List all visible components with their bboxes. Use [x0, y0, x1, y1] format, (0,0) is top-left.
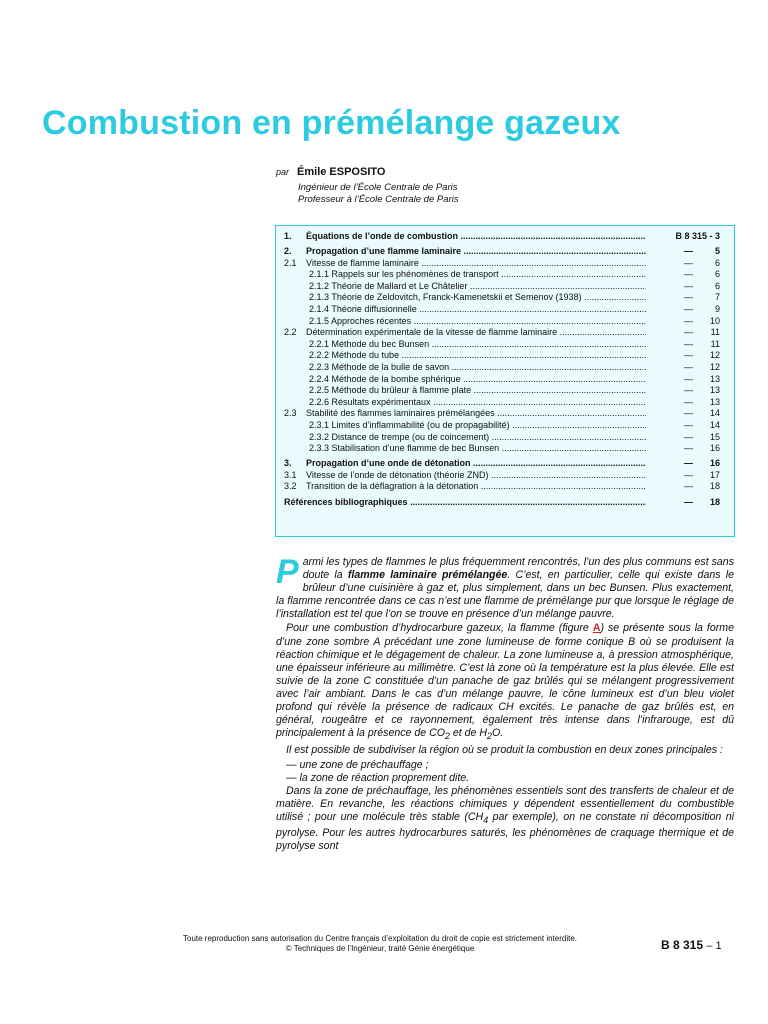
- toc-entry-page: 16: [709, 458, 720, 469]
- toc-entry-page: B 8 315 - 3: [675, 231, 720, 241]
- toc-entry-title: 2.2.3 Méthode de la bulle de savon .....: [309, 362, 646, 374]
- toc-entry-title: 2.1.4 Théorie diffusionnelle .....: [309, 304, 646, 316]
- toc-entry-dash: —: [684, 373, 693, 384]
- toc-entry-title: Vitesse de l’onde de détonation (théorie ZND) .....: [306, 470, 646, 482]
- toc-entry[interactable]: [284, 408, 726, 420]
- toc-entry-dash: —: [684, 315, 693, 326]
- toc-entry-number: 1.: [284, 231, 292, 241]
- toc-entry-number: 3.: [284, 458, 292, 469]
- author-affiliations: [298, 182, 459, 206]
- toc-entry-title: 2.3.1 Limites d’inflammabilité (ou de propagabilité) .....: [309, 420, 646, 432]
- toc-entry-page: 15: [709, 431, 720, 442]
- toc-entry-page: 14: [709, 408, 720, 419]
- toc-entry-title: Transition de la déflagration à la détonation .....: [306, 481, 646, 493]
- paragraph-3: Il est possible de subdiviser la région où se produit la combustion en deux zones principales :: [286, 744, 723, 757]
- toc-entry-page: 16: [709, 443, 720, 454]
- toc-entry-dash: —: [684, 469, 693, 480]
- toc-entry[interactable]: [284, 316, 726, 328]
- toc-entry-dash: —: [684, 396, 693, 407]
- toc-entry-title: 2.1.3 Théorie de Zeldovitch, Franck-Kamenetskii et Semenov (1938) .....: [309, 292, 646, 304]
- toc-entry-page: 14: [709, 420, 720, 430]
- copyright-line-2: © Techniques de l’Ingénieur, traité Génie énergétique: [285, 944, 475, 953]
- paragraph-4: Dans la zone de préchauffage, les phénomènes essentiels sont des transferts de chaleur et de matière. En revanche, les réactions chimiques y dépendent essentiellement du combustible utilisé ; pour une molécule très stable ($CH_4$ par exemple), on ne constate ni décomposition ni pyrolyse. Pour les autres hydrocarbures saturés, les phénomènes de craquage thermique et de pyrolyse sont: [276, 784, 734, 853]
- highlight-term: flamme laminaire prémélangée: [347, 569, 508, 582]
- toc-entry-page: 13: [709, 385, 720, 396]
- toc-entry[interactable]: [284, 258, 726, 270]
- toc-entry-number: 3.2: [284, 481, 297, 492]
- toc-entry-dash: —: [684, 431, 693, 442]
- toc-entry-page: 11: [710, 338, 720, 349]
- toc-entry-page: 10: [709, 315, 720, 326]
- toc-entry-title: Stabilité des flammes laminaires prémélangées .....: [306, 408, 646, 420]
- copyright-line-1: Toute reproduction sans autorisation du Centre français d’exploitation du droit de copie est strictement interdite.: [183, 934, 577, 943]
- toc-entry-title: 2.3.2 Distance de trempe (ou de coincement) .....: [309, 432, 646, 444]
- toc-entry-title: 2.2.4 Méthode de la bombe sphérique .....: [309, 374, 646, 386]
- toc-entry-page: 12: [709, 362, 720, 373]
- toc-entry[interactable]: [284, 470, 726, 482]
- toc-entry-page: 5: [714, 246, 720, 257]
- toc-entry-page: 6: [714, 269, 720, 280]
- toc-entry-page: 13: [709, 396, 720, 407]
- toc-entry-title: 2.1.1 Rappels sur les phénomènes de transport .....: [309, 269, 646, 281]
- toc-entry-title: Propagation d’une onde de détonation .....: [306, 458, 646, 470]
- toc-entry-dash: —: [684, 362, 693, 373]
- toc-entry-dash: —: [684, 408, 693, 419]
- toc-entry-page: 18: [709, 496, 720, 507]
- toc-entry-title: Détermination expérimentale de la vitesse de flamme laminaire .....: [306, 327, 646, 339]
- toc-entry[interactable]: [284, 292, 726, 304]
- toc-entry-number: 2.: [284, 246, 292, 257]
- drop-cap: P: [276, 553, 299, 591]
- toc-entry-title: Propagation d’une flamme laminaire .....: [306, 246, 646, 258]
- toc-entry-dash: —: [684, 458, 693, 469]
- toc-entry[interactable]: [284, 432, 726, 444]
- toc-entry-number: 3.1: [284, 469, 297, 480]
- toc-entry-dash: —: [684, 338, 693, 349]
- toc-entry-page: 6: [714, 257, 720, 268]
- toc-entry-dash: —: [684, 420, 693, 430]
- toc-entry-title: 2.2.1 Méthode du bec Bunsen .....: [309, 339, 646, 351]
- toc-entry-title: 2.2.6 Résultats expérimentaux .....: [309, 397, 646, 409]
- toc-entry-page: 7: [714, 292, 720, 303]
- toc-entry-title: 2.1.2 Théorie de Mallard et Le Châtelier .....: [309, 281, 646, 293]
- toc-entry-dash: —: [684, 350, 693, 361]
- toc-entry-dash: —: [684, 481, 693, 492]
- toc-entry-number: 2.1: [284, 257, 297, 268]
- toc-entry-dash: —: [684, 280, 693, 291]
- toc-entry[interactable]: [284, 385, 726, 397]
- toc-entry-title: 2.2.5 Méthode du brûleur à flamme plate .....: [309, 385, 646, 397]
- toc-entry[interactable]: [284, 397, 726, 409]
- page-reference: [661, 938, 722, 952]
- article-body: [276, 553, 734, 854]
- toc-entry-dash: —: [684, 385, 693, 396]
- toc-entry-number: 2.3: [284, 408, 297, 419]
- author-by: par: [276, 167, 290, 177]
- toc-entry-dash: —: [684, 257, 693, 268]
- toc-entry-dash: —: [684, 327, 693, 338]
- document-title: Combustion en prémélange gazeux: [42, 104, 621, 142]
- page-number: – 1: [706, 940, 722, 952]
- toc-entry-page: 17: [709, 469, 720, 480]
- toc-entry[interactable]: [284, 246, 726, 258]
- toc-entry-title: 2.2.2 Méthode du tube .....: [309, 350, 646, 362]
- toc-entry-dash: —: [684, 496, 693, 507]
- affiliation-2: Professeur à l’École Centrale de Paris: [298, 194, 459, 205]
- toc-entry[interactable]: [284, 327, 726, 339]
- toc-entry-title: Références bibliographiques .....: [284, 497, 646, 509]
- toc-entry-dash: —: [684, 292, 693, 303]
- toc-entry[interactable]: [284, 420, 726, 432]
- toc-entry-page: 11: [710, 327, 720, 338]
- toc-entry-page: 6: [714, 280, 720, 291]
- document-code: B 8 315: [661, 938, 704, 952]
- toc-entry-dash: —: [684, 269, 693, 280]
- paragraph-2: Pour une combustion d’hydrocarbure gazeux, la flamme (figure A) se présente sous la forme d’une zone sombre A précédant une zone lumineuse de forme conique B où se produisent la réaction chimique et le dégagement de chaleur. La zone lumineuse a, à pression atmosphérique, une épaisseur inférieure au millimètre. C’est là zone où la température est la plus élevée. Elle est suivie de la zone C constituée d’un panache de gaz brûlés qui se mélangent progressivement avec l’air ambiant. Dans le cas d’un mélange pauvre, le cône lumineux est d’un bleu violet profond qui révèle la présence de radicaux CH excités. Le panache de gaz brûlés est, en général, rougeâtre et ce rayonnement, également très intense dans l’infrarouge, est dû principalement à la présence de $CO_2$ et de $H_2O$.: [276, 622, 734, 742]
- toc-entry-title: Vitesse de flamme laminaire .....: [306, 258, 646, 270]
- affiliation-1: Ingénieur de l’École Centrale de Paris: [298, 182, 458, 193]
- toc-entry[interactable]: [284, 443, 726, 455]
- table-of-contents: [275, 225, 735, 537]
- toc-entry[interactable]: [284, 281, 726, 293]
- toc-entry-number: 2.2: [284, 327, 297, 338]
- toc-entry-dash: —: [684, 246, 693, 257]
- toc-entry[interactable]: [284, 231, 726, 243]
- toc-entry-title: Équations de l’onde de combustion .....: [306, 231, 646, 243]
- toc-entry[interactable]: [284, 458, 726, 470]
- copyright-notice: [100, 934, 660, 954]
- toc-entry-page: 18: [709, 481, 720, 492]
- figure-link[interactable]: A: [592, 622, 601, 635]
- toc-entry-dash: —: [684, 443, 693, 454]
- toc-entry-title: 2.3.3 Stabilisation d’une flamme de bec Bunsen .....: [309, 443, 646, 455]
- toc-entry-dash: —: [684, 304, 693, 315]
- toc-entry-page: 13: [709, 373, 720, 384]
- author-line: [276, 166, 385, 178]
- paragraph-1: Parmi les types de flammes le plus fréquemment rencontrés, l’un des plus communs est sans doute la flamme laminaire prémélangée. C’est, en particulier, celle qui existe dans le brûleur d’une cuisinière à gaz et, plus simplement, dans un bec Bunsen. Plus exactement, la flamme rencontrée dans ce cas n’est une flamme de prémélange pur que lorsque le réglage de l’installation est tel que l’on se trouve en présence d’un mélange pauvre.: [276, 553, 734, 621]
- toc-entry[interactable]: [284, 497, 726, 509]
- list-item: — une zone de préchauffage ;: [286, 758, 429, 771]
- toc-entry-page: 12: [709, 350, 720, 361]
- toc-entry[interactable]: [284, 339, 726, 351]
- toc-entry[interactable]: [284, 374, 726, 386]
- list-item: — la zone de réaction proprement dite.: [286, 771, 470, 784]
- toc-entry[interactable]: [284, 350, 726, 362]
- toc-entry[interactable]: [284, 481, 726, 493]
- toc-entry-page: 9: [714, 304, 720, 315]
- toc-entry[interactable]: [284, 304, 726, 316]
- toc-entry-title: 2.1.5 Approches récentes .....: [309, 316, 646, 328]
- toc-entry[interactable]: [284, 269, 726, 281]
- author-name: Émile ESPOSITO: [297, 166, 386, 178]
- toc-entry[interactable]: [284, 362, 726, 374]
